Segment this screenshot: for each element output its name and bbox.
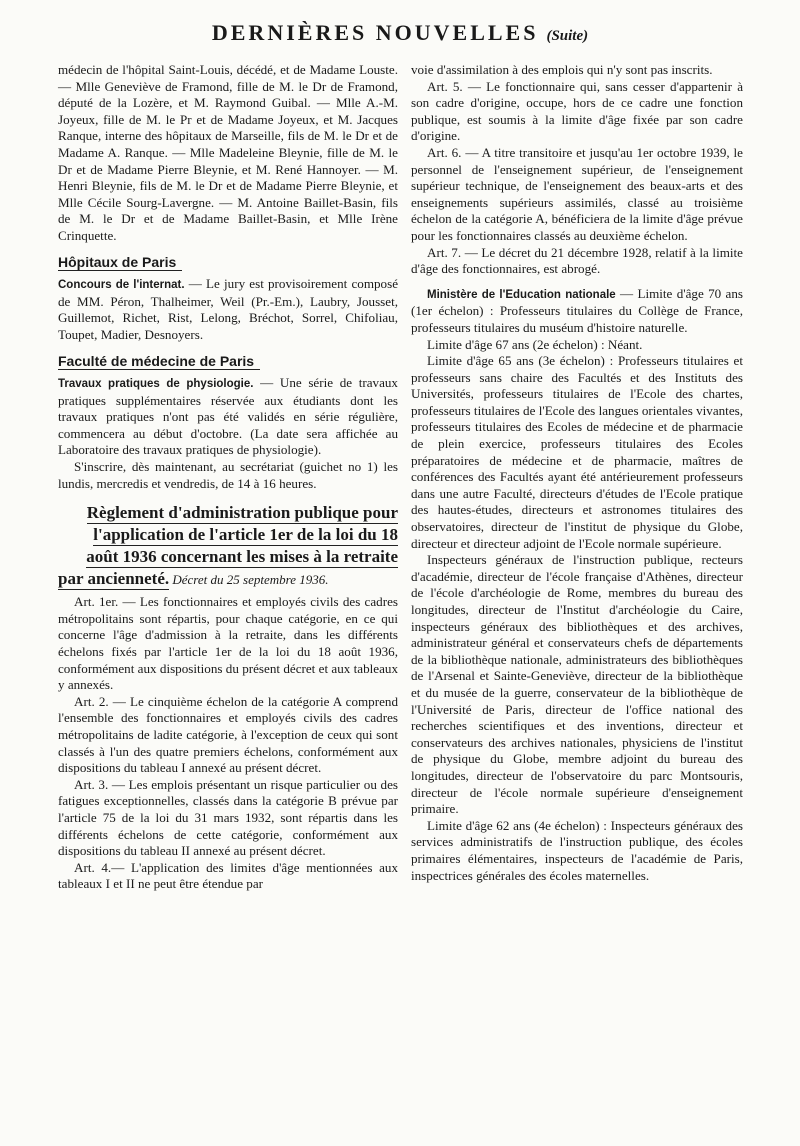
limite-67: Limite d'âge 67 ans (2e échelon) : Néant. <box>427 336 643 352</box>
faculte-text: — Une série de travaux pratiques supplémentaires réservée aux étudiants dont les travaux pratiques n'ont pas été validés en série régulière, commencera au début d'octobre. (La date sera affichée au Laboratoire des travaux pratiques de physiologie). <box>58 375 398 458</box>
reglement-date: Décret du 25 septembre 1936. <box>169 572 329 588</box>
reglement-line-3: août 1936 concernant les mises à la retraite <box>86 547 398 567</box>
article-7: Art. 7. — Le décret du 21 décembre 1928, relatif à la limite d'âge des fonctionnaires, est abrogé. <box>411 244 743 277</box>
page-header <box>0 20 800 46</box>
inspecteurs-paragraph: Inspecteurs généraux de l'instruction publique, recteurs d'académie, directeur de l'école française d'Athènes, directeur de l'école d'archéologie de Rome, membres du bureau des longitudes, directeur de l'Institut d'archéologie du Caire, inspecteurs généraux des bibliothèques et des archives, administrateur général et conservateurs chefs de départements de la bibliothèque nationale, administrateurs des bibliothèques de l'Arsenal et Sainte-Geneviève, directeur de la bibliothèque et du musée de la guerre, conservateur de la bibliothèque de l'Université de Paris, directeur de l'office national des recherches scientifiques et des inventions, directeur et conservateurs des archives nationales, physiciens de l'institut de physique du Globe, membre adjoint du bureau des longitudes, directeur de l'observatoire du parc Montsouris, directeur de l'école normale supérieure d'enseignement primaire. <box>411 552 743 817</box>
article-1: Art. 1er. — Les fonctionnaires et employés civils des cadres métropolitains sont répartis, pour chaque catégorie, en ce qui concerne l'âge d'admission à la retraite, dans les différents échelons fixés par l'article 1er de la loi du 18 août 1936, conformément aux dispositions du présent décret et aux tableaux y annexés. <box>58 594 398 693</box>
article-3: Art. 3. — Les emplois présentant un risque particulier ou des fatigues exceptionnelles, classés dans la catégorie B prévue par l'article 75 de la loi du 31 mars 1932, sont répartis dans les différents échelons de cette catégorie, conformément aux dispositions du tableau II annexé au présent décret. <box>58 776 398 859</box>
ministere-paragraph <box>411 286 743 337</box>
reglement-line-4: par ancienneté. <box>58 569 170 589</box>
reglement-line-2: l'application de l'article 1er de la loi du 18 <box>93 525 398 545</box>
faculte-paragraph <box>58 375 398 459</box>
section-spacer <box>411 278 743 286</box>
faculte-lead: Travaux pratiques de physiologie. <box>58 378 254 391</box>
hopitaux-heading: Hôpitaux de Paris <box>58 254 182 272</box>
hopitaux-lead: Concours de l'internat. <box>58 279 185 292</box>
ministere-lead: Ministère de l'Education nationale <box>427 288 616 301</box>
right-column <box>411 62 743 884</box>
faculte-heading: Faculté de médecine de Paris <box>58 353 260 371</box>
article-2: Art. 2. — Le cinquième échelon de la catégorie A comprend l'ensemble des fonctionnaires et employés civils des cadres métropolitains de ladite catégorie, à l'exception de ceux qui sont classés à l'un des quatre premiers échelons, conformément aux dispositions du tableau I annexé au présent décret. <box>58 693 398 776</box>
article-4-continued: voie d'assimilation à des emplois qui n'y sont pas inscrits. <box>411 62 713 77</box>
article-4: Art. 4.— L'application des limites d'âge mentionnées aux tableaux I et II ne peut être étendue par <box>58 859 398 892</box>
limite-62: Limite d'âge 62 ans (4e échelon) : Inspecteurs généraux des services administratifs de l'instruction publique, des écoles primaires élémentaires, inspecteurs de l'académie de Paris, inspectrices générales des écoles maternelles. <box>411 817 743 883</box>
article-5: Art. 5. — Le fonctionnaire qui, sans cesser d'appartenir à son cadre d'origine, occupe, hors de ce cadre une fonction publique, est soumis à la limite d'âge fixée par son cadre d'origine. <box>411 78 743 144</box>
reglement-line-1: Règlement d'administration publique pour <box>86 503 398 523</box>
limite-65: Limite d'âge 65 ans (3e échelon) : Professeurs titulaires et professeurs sans chaire des Facultés et des Instituts des Universités, professeurs titulaires de l'Ecole des chartes, professeurs titulaires de l'Ecole des langues orientales vivantes, professeurs titulaires des Ecoles de médecine et de pharmacie de plein exercice, professeurs titulaires des Ecoles préparatoires de médecine et de pharmacie, maîtres de conférences des Facultés ayant été antérieurement professeurs dans une autre Faculté, directeurs d'études de l'Ecole pratique des hautes-études, directeurs et astronomes titulaires des observatoires, directeur de l'institut de physique du Globe, directeur et directeur adjoint de l'Ecole normale supérieure. <box>411 353 743 551</box>
reglement-heading <box>58 502 398 590</box>
ministere-text: — Limite d'âge 70 ans (1er échelon) : Professeurs titulaires du Collège de France, professeurs titulaires du muséum d'histoire naturelle. <box>411 285 743 335</box>
hopitaux-text: — Le jury est provisoirement composé de MM. Péron, Thalheimer, Weil (Pr.-Em.), Laubry, Jousset, Guillemot, Richet, Rist, Lelong, Bréchot, Sorrel, Chifoliau, Toupet, Madier, Desnoyers. <box>58 276 399 342</box>
hopitaux-paragraph <box>58 276 398 343</box>
left-column <box>58 62 398 893</box>
intro-paragraph: médecin de l'hôpital Saint-Louis, décédé, et de Madame Louste. — Mlle Geneviève de Framond, fille de M. le Dr de Framond, député de la Lozère, et M. Raymond Guibal. — Mlle A.-M. Joyeux, fille de M. le Pr et de Madame Joyeux, et M. Jacques Ranque, interne des hôpitaux de Marseille, fils de M. le Dr et de Madame A. Ranque. — Mlle Madeleine Bleynie, fille de M. le Dr et de Madame Pierre Bleynie, et M. René Hannoyer. — M. Henri Bleynie, fils de M. le Dr et de Madame Pierre Bleynie, et Mlle Cécile Sourg-Lavergne. — M. Antoine Baillet-Basin, fils de M. le Dr et de Madame Baillet-Basin, et Mlle Irène Crinquette. <box>58 62 398 243</box>
faculte-paragraph-2: S'inscrire, dès maintenant, au secrétariat (guichet no 1) les lundis, mercredis et vendredis, de 14 à 16 heures. <box>58 459 398 491</box>
page-title-suite: (Suite) <box>546 28 589 44</box>
article-6: Art. 6. — A titre transitoire et jusqu'au 1er octobre 1939, le personnel de l'enseignement supérieur, de l'enseignement supérieur technique, de l'enseignement des beaux-arts et des enseignements supérieurs assimilés, classé au troisième échelon de la catégorie A, bénéficiera de la limite d'âge prévue pour les fonctionnaires classés au deuxième échelon. <box>411 144 743 243</box>
page-title: DERNIÈRES NOUVELLES <box>211 20 539 45</box>
